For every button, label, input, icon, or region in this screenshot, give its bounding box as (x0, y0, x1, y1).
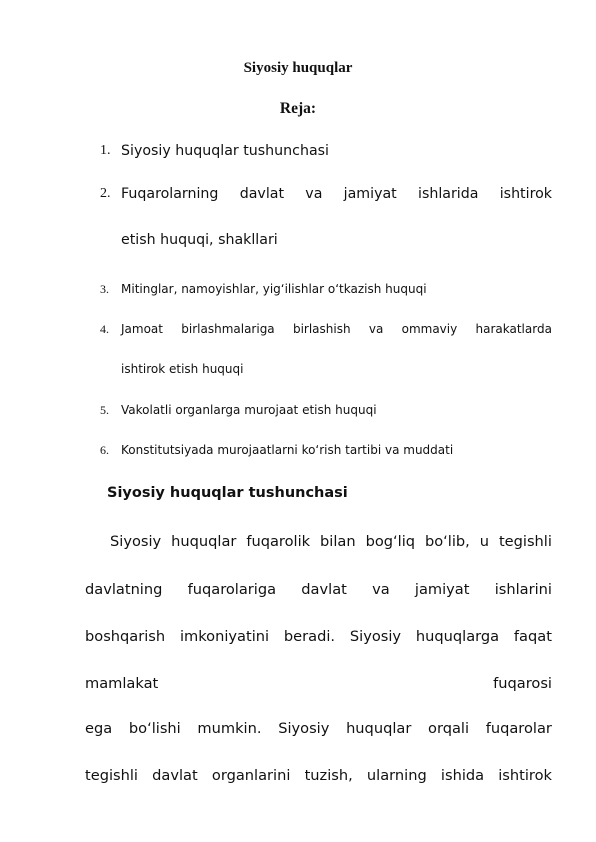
plan-item-text: Siyosiy huquqlar tushunchasi (121, 143, 329, 159)
plan-item-text-line: ishtirok etish huquqi (121, 362, 244, 376)
plan-item (100, 403, 552, 421)
word: ishtirok (499, 186, 552, 202)
word: fuqarolar (485, 720, 552, 737)
paragraph-line (85, 720, 552, 737)
word: harakatlarda (475, 322, 552, 336)
paragraph-line (85, 767, 552, 784)
word: tegishli (498, 533, 552, 550)
word: va (372, 581, 390, 598)
word: tuzish, (304, 767, 353, 784)
word: davlat (239, 186, 285, 202)
section-heading: Siyosiy huquqlar tushunchasi (107, 485, 348, 501)
plan-heading: Reja: (279, 100, 317, 117)
word: va (368, 322, 384, 336)
word: u (479, 533, 489, 550)
plan-item-text: Konstitutsiyada murojaatlarni ko‘rish tartibi va muddati (121, 443, 454, 457)
plan-item-number: 5. (100, 403, 109, 417)
word: imkoniyatini (179, 628, 270, 645)
word: ega (85, 720, 113, 737)
word: davlat (301, 581, 347, 598)
word: ishlarida (418, 186, 479, 202)
word: Jamoat (121, 322, 163, 336)
word: orqali (428, 720, 470, 737)
word: fuqarosi (493, 675, 552, 692)
word: fuqarolik (246, 533, 311, 550)
plan-item-number: 1. (100, 143, 111, 158)
word: ishtirok (498, 767, 552, 784)
plan-item (100, 186, 552, 256)
word: Siyosiy (278, 720, 330, 737)
word: Siyosiy (349, 628, 402, 645)
paragraph-line (110, 533, 552, 550)
word: mumkin. (197, 720, 262, 737)
word: Fuqarolarning (121, 186, 219, 202)
word: fuqarolariga (187, 581, 277, 598)
word: mamlakat (85, 675, 159, 692)
word: davlat (152, 767, 198, 784)
plan-item-text: Mitinglar, namoyishlar, yig‘ilishlar o‘tkazish huquqi (121, 282, 427, 296)
plan-item-number: 6. (100, 443, 109, 457)
word: tegishli (85, 767, 138, 784)
plan-item (100, 282, 552, 300)
plan-item-text: Vakolatli organlarga murojaat etish huquqi (121, 403, 377, 417)
word: bo‘lishi (128, 720, 181, 737)
word: ishida (440, 767, 485, 784)
plan-item-number: 2. (100, 186, 111, 201)
word: faqat (513, 628, 552, 645)
word: birlashish (292, 322, 351, 336)
word: va (305, 186, 323, 202)
plan-item (100, 143, 552, 163)
plan-item (100, 443, 552, 461)
paragraph-line (85, 675, 552, 692)
word: huquqlar (346, 720, 412, 737)
word: Siyosiy (110, 533, 162, 550)
word: beradi. (283, 628, 336, 645)
word: ularning (366, 767, 427, 784)
word: bilan (320, 533, 356, 550)
word: davlatning (85, 581, 163, 598)
plan-item (100, 322, 552, 382)
paragraph-line (85, 581, 552, 598)
word: birlashmalariga (181, 322, 275, 336)
word: ommaviy (401, 322, 458, 336)
word: ishlarini (494, 581, 552, 598)
plan-item-text-line (121, 186, 552, 202)
paragraph-line (85, 628, 552, 645)
word: boshqarish (85, 628, 166, 645)
word: organlarini (211, 767, 291, 784)
word: jamiyat (414, 581, 470, 598)
plan-item-text-line (121, 322, 552, 336)
word: huquqlarga (415, 628, 500, 645)
word: bo‘lib, (424, 533, 470, 550)
word: jamiyat (343, 186, 397, 202)
plan-item-text-line: etish huquqi, shakllari (121, 232, 278, 248)
document-title: Siyosiy huquqlar (243, 60, 353, 76)
plan-item-number: 4. (100, 322, 109, 336)
word: huquqlar (171, 533, 237, 550)
word: bog‘liq (365, 533, 416, 550)
plan-item-number: 3. (100, 282, 109, 296)
